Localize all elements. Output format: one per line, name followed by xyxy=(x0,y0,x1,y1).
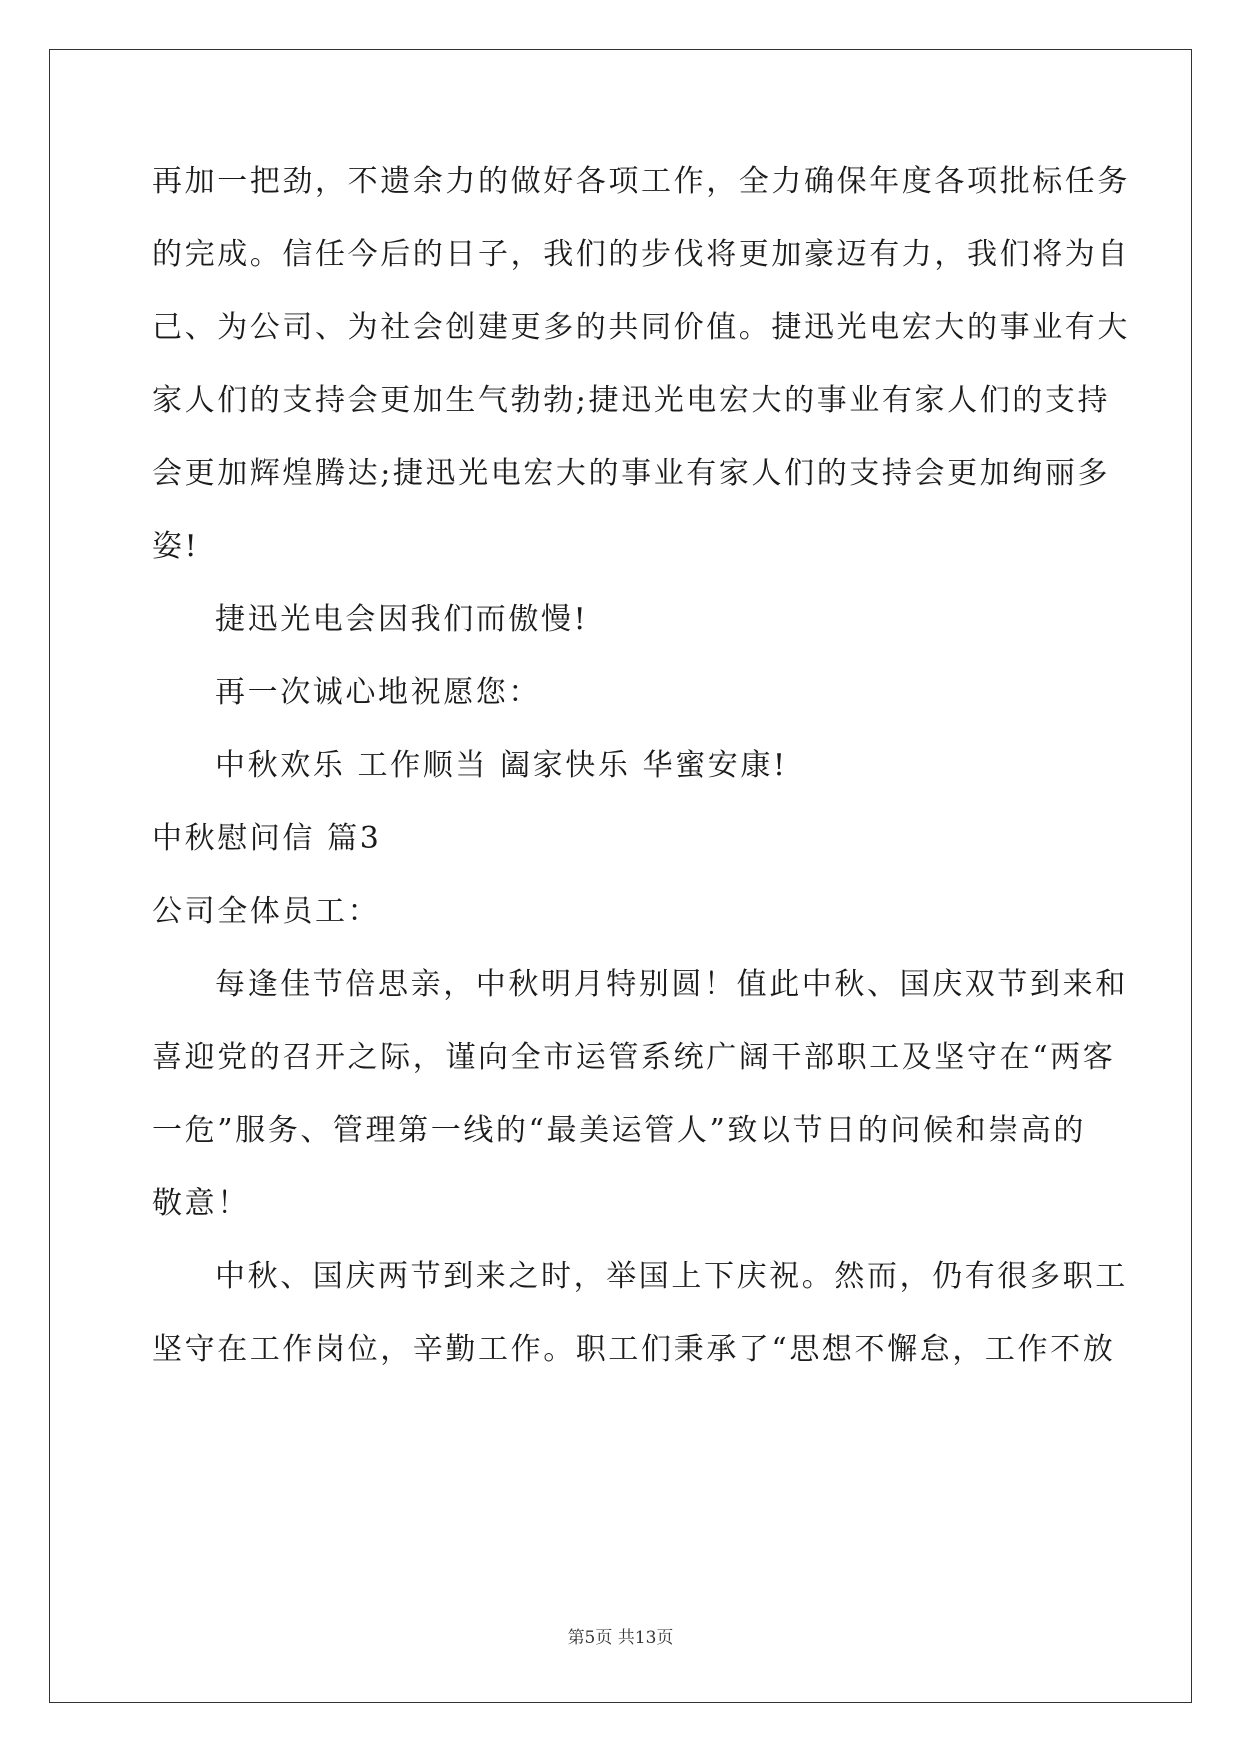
salutation: 公司全体员工： xyxy=(152,894,381,929)
paragraph-line: 中秋欢乐 工作顺当 阖家快乐 华蜜安康! xyxy=(215,748,788,783)
paragraph-line: 一危”服务、管理第一线的“最美运管人”致以节日的问候和崇高的 xyxy=(152,1113,1087,1148)
page-number-footer: 第5页 共13页 xyxy=(567,1628,674,1648)
paragraph-line: 中秋、国庆两节到来之时，举国上下庆祝。然而，仍有很多职工 xyxy=(215,1259,1128,1294)
section-title: 中秋慰问信 篇3 xyxy=(152,821,382,856)
paragraph-line: 姿! xyxy=(152,529,200,564)
paragraph-line: 再一次诚心地祝愿您： xyxy=(215,675,541,710)
paragraph-line: 捷迅光电会因我们而傲慢! xyxy=(215,602,589,637)
paragraph-line: 喜迎党的召开之际，谨向全市运管系统广阔干部职工及坚守在“两客 xyxy=(152,1040,1116,1075)
paragraph-line: 每逢佳节倍思亲，中秋明月特别圆！值此中秋、国庆双节到来和 xyxy=(215,967,1128,1002)
paragraph-line: 己、为公司、为社会创建更多的共同价值。捷迅光电宏大的事业有大 xyxy=(152,310,1130,345)
paragraph-line: 再加一把劲，不遗余力的做好各项工作，全力确保年度各项批标任务 xyxy=(152,164,1130,199)
paragraph-line: 会更加辉煌腾达;捷迅光电宏大的事业有家人们的支持会更加绚丽多 xyxy=(152,456,1111,491)
paragraph-line: 的完成。信任今后的日子，我们的步伐将更加豪迈有力，我们将为自 xyxy=(152,237,1130,272)
paragraph-line: 敬意！ xyxy=(152,1186,250,1221)
page-border xyxy=(49,49,1192,1703)
paragraph-line: 家人们的支持会更加生气勃勃;捷迅光电宏大的事业有家人们的支持 xyxy=(152,383,1111,418)
paragraph-line: 坚守在工作岗位，辛勤工作。职工们秉承了“思想不懈怠，工作不放 xyxy=(152,1332,1116,1367)
